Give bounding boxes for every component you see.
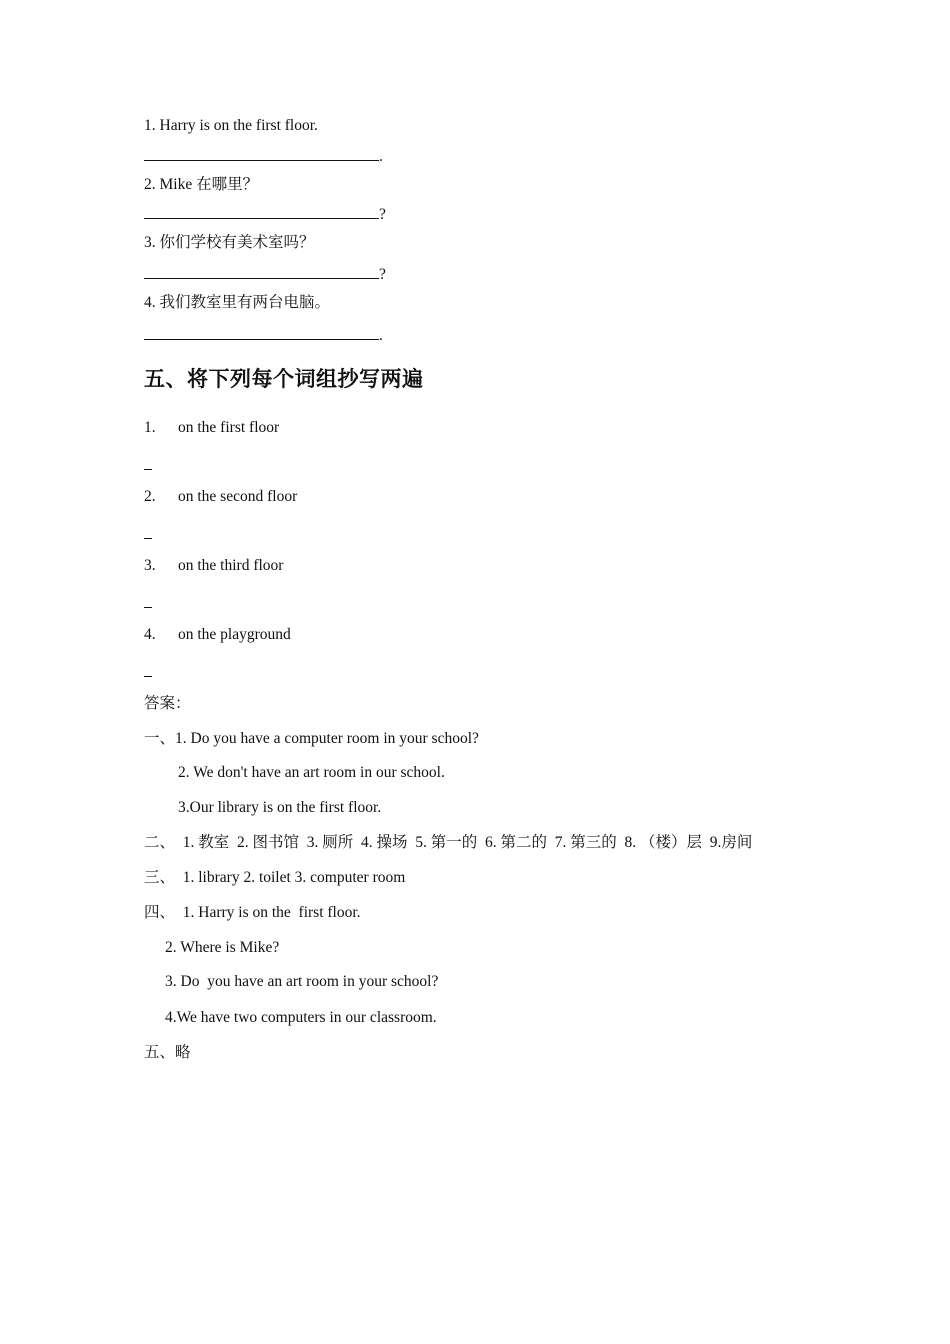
translate-item-4-prompt: 4. 我们教室里有两台电脑。 — [144, 294, 331, 311]
translate-item-2-answer-line — [144, 204, 386, 225]
end-punct: . — [379, 148, 383, 165]
end-punct: ? — [379, 266, 386, 283]
answers-title: 答案： — [144, 695, 191, 712]
copy-item-1-number: 1. — [144, 419, 156, 436]
translate-item-3-prompt: 3. 你们学校有美术室吗？ — [144, 234, 315, 251]
answer-line: 二、 1. 教室 2. 图书馆 3. 厕所 4. 操场 5. 第一的 6. 第二的 7. 第三的 8. （楼）层 9.房间 — [144, 834, 753, 851]
translate-item-1-answer-line — [144, 146, 383, 167]
end-punct: ? — [379, 206, 386, 223]
blank-rule — [144, 264, 379, 279]
blank-rule — [144, 204, 379, 219]
answer-line: 五、略 — [144, 1044, 191, 1061]
copy-item-1-blank — [144, 469, 152, 470]
end-punct: . — [379, 327, 383, 344]
copy-item-4-blank — [144, 676, 152, 677]
copy-item-3-blank — [144, 607, 152, 608]
answer-line: 4.We have two computers in our classroom. — [165, 1009, 437, 1026]
copy-item-4-phrase: on the playground — [178, 626, 291, 643]
copy-item-2-phrase: on the second floor — [178, 488, 298, 505]
translate-item-4-answer-line — [144, 325, 383, 346]
copy-item-1-phrase: on the first floor — [178, 419, 280, 436]
copy-item-2-blank — [144, 538, 152, 539]
answer-line: 四、 1. Harry is on the first floor. — [144, 904, 361, 921]
section-5-heading: 五、将下列每个词组抄写两遍 — [144, 367, 424, 391]
answer-line: 3. Do you have an art room in your school? — [165, 973, 439, 990]
translate-item-3-answer-line — [144, 264, 386, 285]
answer-line: 3.Our library is on the first floor. — [178, 799, 382, 816]
answer-line: 2. We don't have an art room in our school. — [178, 764, 445, 781]
copy-item-4-number: 4. — [144, 626, 156, 643]
copy-item-3-number: 3. — [144, 557, 156, 574]
blank-rule — [144, 325, 379, 340]
answer-line: 2. Where is Mike? — [165, 939, 280, 956]
copy-item-3-phrase: on the third floor — [178, 557, 284, 574]
answer-line: 一、1. Do you have a computer room in your school? — [144, 730, 479, 747]
copy-item-2-number: 2. — [144, 488, 156, 505]
translate-item-2-prompt: 2. Mike 在哪里？ — [144, 176, 259, 193]
translate-item-1-prompt: 1. Harry is on the first floor. — [144, 117, 318, 134]
answer-line: 三、 1. library 2. toilet 3. computer room — [144, 869, 406, 886]
blank-rule — [144, 146, 379, 161]
